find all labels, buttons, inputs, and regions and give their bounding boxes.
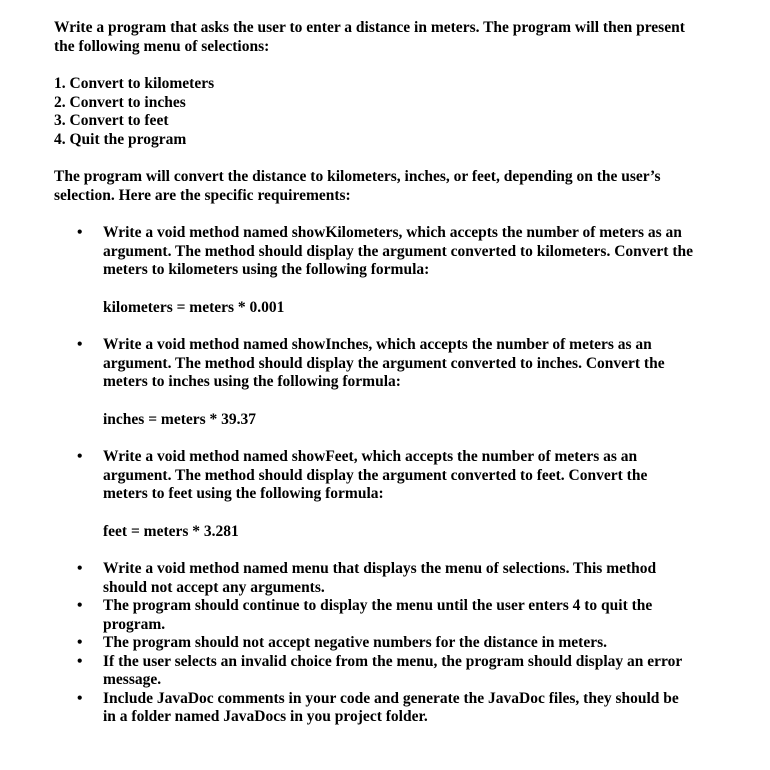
bullet-icon: • (77, 336, 83, 353)
intro-paragraph: Write a program that asks the user to enter a distance in meters. The program will then present the following menu of selections: (54, 19, 685, 55)
assignment-document (54, 19, 694, 727)
requirement-text: Write a void method named menu that displays the menu of selections. This method should not accept any arguments. (103, 560, 657, 596)
requirement-item (54, 336, 694, 429)
bullet-icon: • (77, 560, 83, 577)
formula-text: kilometers = meters * 0.001 (103, 298, 285, 316)
menu-option: 4. Quit the program (54, 130, 187, 148)
requirement-item (54, 597, 694, 634)
formula-text: inches = meters * 39.37 (103, 410, 257, 428)
requirement-text: Write a void method named showFeet, which accepts the number of meters as an argument. The method should display the argument converted to feet. Convert the meters to feet using the following formula: (103, 448, 648, 502)
bullet-icon: • (77, 652, 83, 670)
requirement-text: Write a void method named showInches, which accepts the number of meters as an argument. The method should display the argument converted to inches. Convert the meters to inches using the following formula: (103, 336, 665, 390)
bullet-icon: • (77, 634, 83, 651)
requirements-list (54, 224, 694, 727)
bullet-icon: • (77, 224, 83, 241)
bullet-icon: • (77, 689, 83, 707)
requirement-text: The program should continue to display the menu until the user enters 4 to quit the program. (103, 597, 653, 633)
requirement-item (54, 690, 694, 727)
requirement-item (54, 448, 694, 541)
requirement-text: Write a void method named showKilometers, which accepts the number of meters as an argument. The method should display the argument converted to kilometers. Convert the meters to kilometers using the following formula: (103, 224, 693, 278)
requirement-text: Include JavaDoc comments in your code and generate the JavaDoc files, they should be in a folder named JavaDocs in you project folder. (103, 689, 679, 725)
requirement-text: The program should not accept negative numbers for the distance in meters. (103, 634, 608, 651)
requirement-item (54, 653, 694, 690)
menu-option: 3. Convert to feet (54, 112, 169, 129)
formula-text: feet = meters * 3.281 (103, 522, 239, 540)
menu-option: 1. Convert to kilometers (54, 75, 215, 92)
requirement-item (54, 224, 694, 317)
bullet-icon: • (77, 448, 83, 465)
requirement-item (54, 560, 694, 597)
menu-options-list (54, 75, 694, 149)
requirement-item (54, 634, 694, 653)
menu-option: 2. Convert to inches (54, 93, 186, 111)
requirement-text: If the user selects an invalid choice from the menu, the program should display an error message. (103, 652, 682, 688)
bullet-icon: • (77, 597, 83, 614)
summary-paragraph: The program will convert the distance to kilometers, inches, or feet, depending on the user’s selection. Here are the specific requirements: (54, 168, 661, 204)
